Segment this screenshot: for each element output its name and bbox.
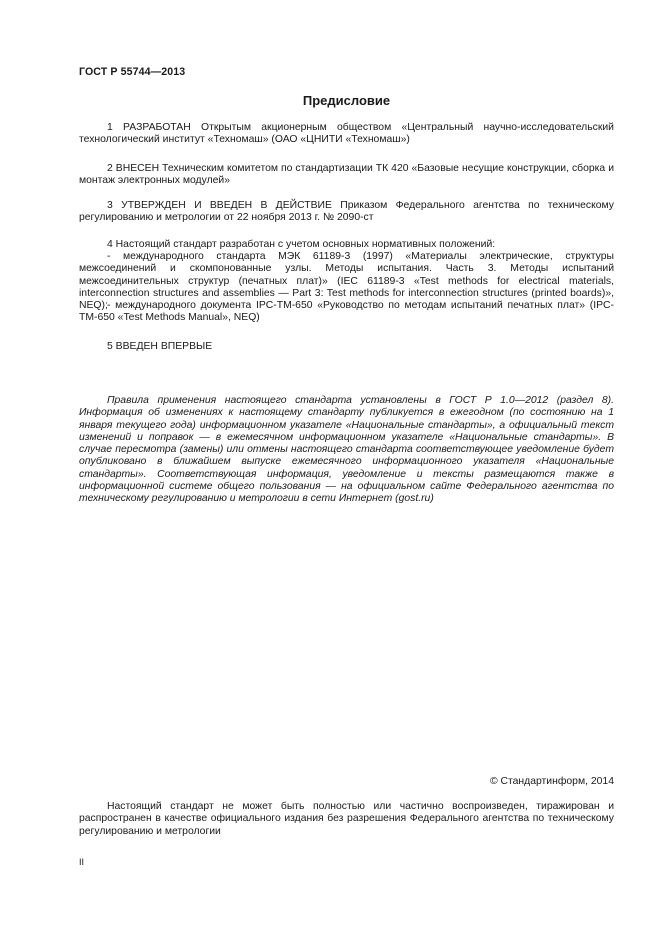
foreword-item-5: 5 ВВЕДЕН ВПЕРВЫЕ: [107, 341, 213, 352]
foreword-item-4: [79, 239, 614, 251]
foreword-item-4-intro: 4 Настоящий стандарт разработан с учетом основных нормативных положений:: [107, 239, 496, 250]
rules-note: Правила применения настоящего стандарта установлены в ГОСТ Р 1.0—2012 (раздел 8). Информация об изменениях к настоящему стандарту публикуется в ежегодном (по состоянию на 1 января текущего года) информационном указателе «Национальные стандарты», а официальный текст изменений и поправок — в ежемесячном информационном указателе «Национальные стандарты». В случае пересмотра (замены) или отмены настоящего стандарта соответствующее уведомление будет опубликовано в ближайшем выпуске ежемесячного информационного указателя «Национальные стандарты». Соответствующая информация, уведомление и тексты размещаются также в информационной системе общего пользования — на официальном сайте Федерального агентства по техническому регулированию и метрологии в сети Интернет (gost.ru): [79, 395, 614, 505]
page-number: II: [79, 857, 85, 867]
foreword-item-2: 2 ВНЕСЕН Техническим комитетом по стандартизации ТК 420 «Базовые несущие конструкции, сборка и монтаж электронных модулей»: [79, 163, 614, 187]
page-title: Предисловие: [302, 93, 391, 108]
foreword-item-4-sub-1: - международного стандарта МЭК 61189-3 (1997) «Материалы электрические, структуры межсоединений и скомпонованные узлы. Методы испытания. Часть 3. Методы испытаний межсоединительных структур (печатных плат)» (IEC 61189-3 «Test methods for electrical materials, interconnection structures and assemblies — Part 3: Test methods for interconnection structures (printed boards)», NEQ);: [79, 251, 614, 312]
reproduction-notice: Настоящий стандарт не может быть полностью или частично воспроизведен, тиражирован и распространен в качестве официального издания без разрешения Федерального агентства по техническому регулированию и метрологии: [79, 801, 614, 837]
foreword-item-3: 3 УТВЕРЖДЕН И ВВЕДЕН В ДЕЙСТВИЕ Приказом Федерального агентства по техническому регулированию и метрологии от 22 ноября 2013 г. № 2090-ст: [79, 200, 614, 224]
document-code: ГОСТ Р 55744—2013: [79, 66, 186, 78]
copyright: © Стандартинформ, 2014: [489, 776, 614, 787]
foreword-item-4-sub-2: - международного документа IPC-TM-650 «Руководство по методам испытаний печатных плат» (IPC-TM-650 «Test Methods Manual», NEQ): [79, 300, 614, 324]
foreword-item-1: 1 РАЗРАБОТАН Открытым акционерным обществом «Центральный научно-исследовательский технологический институт «Техномаш» (ОАО «ЦНИТИ «Техномаш»): [79, 122, 614, 146]
